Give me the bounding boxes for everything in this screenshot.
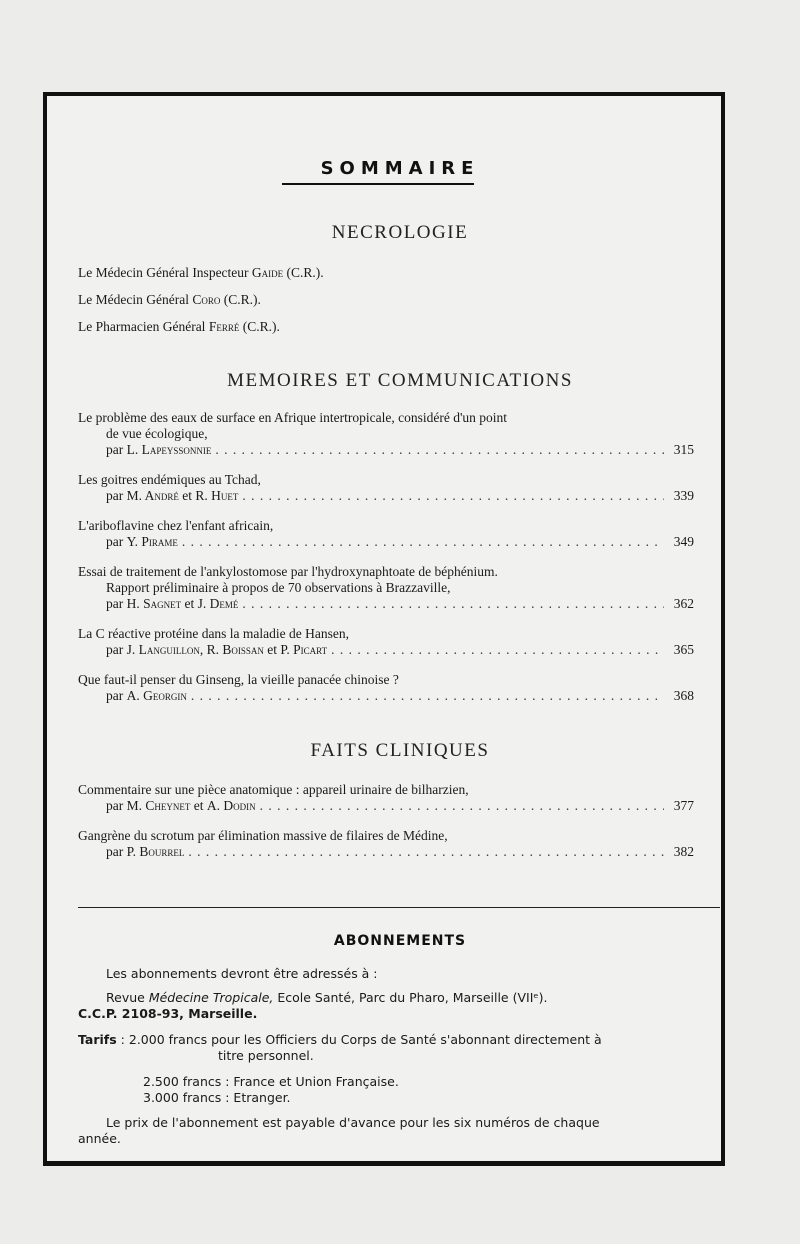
abonnements-heading: ABONNEMENTS: [333, 933, 467, 949]
entry-title: Que faut-il penser du Ginseng, la vieille panacée chinoise ?: [78, 672, 399, 687]
author-name: R. Boissan: [206, 642, 264, 657]
toc-entry: [78, 828, 694, 860]
author-name: P. Picart: [280, 642, 328, 657]
author-name: M. André: [126, 488, 179, 503]
journal-name: Médecine Tropicale,: [148, 990, 274, 1005]
address-rest: Ecole Santé, Parc du Pharo, Marseille (VIIᵉ).: [277, 990, 548, 1005]
entry-authors: [106, 442, 211, 458]
leader-dots: [182, 534, 664, 550]
entry-title-cont: Rapport préliminaire à propos de 70 observations à Brazzaville,: [106, 580, 451, 595]
entry-title: L'ariboflavine chez l'enfant africain,: [78, 518, 274, 533]
page-number: 365: [673, 642, 694, 657]
author-name: H. Sagnet: [126, 596, 182, 611]
section-heading-necrologie: NECROLOGIE: [331, 222, 469, 243]
entry-byline: [78, 488, 694, 504]
par-label: par: [106, 844, 124, 859]
entry-authors: par J. Languillon, R. Boissan et P. Picart: [106, 642, 328, 657]
par-label: par: [106, 642, 124, 657]
author-name: Y. Pirame: [126, 534, 178, 549]
author-name: J. Demé: [197, 596, 239, 611]
leader-dots: [215, 442, 664, 458]
title-underline: [282, 183, 474, 185]
entry-title: Les goitres endémiques au Tchad,: [78, 472, 261, 487]
entry-byline: [78, 798, 694, 814]
toc-entry: [78, 626, 694, 658]
author-name: L. Lapeyssonnie: [126, 442, 212, 457]
entry-title: Essai de traitement de l'ankylostomose par l'hydroxynaphtoate de béphénium.: [78, 564, 498, 579]
entry-byline: [78, 442, 694, 458]
necrologie-name: Ferré: [208, 319, 240, 334]
tarifs-line: [78, 1032, 602, 1047]
section-heading-faits: FAITS CLINIQUES: [310, 740, 490, 761]
necrologie-suffix: (C.R.).: [223, 292, 261, 307]
page-number: 368: [673, 688, 694, 703]
par-label: par: [106, 488, 124, 503]
toc-entry: [78, 672, 694, 704]
toc-entry: [78, 782, 694, 814]
leader-dots: [242, 488, 664, 504]
page-title: SOMMAIRE: [320, 158, 480, 179]
entry-authors: [106, 844, 184, 860]
page-number: 382: [673, 844, 694, 859]
address-prefix: Revue: [106, 990, 145, 1005]
abonnements-note-cont: année.: [78, 1131, 121, 1146]
necrologie-item: [78, 265, 324, 281]
toc-entry: [78, 518, 694, 550]
necrologie-suffix: (C.R.).: [286, 265, 324, 280]
tarif-officiers-cont: titre personnel.: [218, 1048, 314, 1063]
toc-entry: [78, 564, 694, 612]
tarif-france: 2.500 francs : France et Union Française.: [143, 1074, 399, 1089]
page-number: 377: [673, 798, 694, 813]
author-name: M. Cheynet: [126, 798, 191, 813]
necrologie-prefix: Le Pharmacien Général: [78, 319, 206, 334]
author-name: P. Bourrel: [126, 844, 185, 859]
tarifs-label: Tarifs: [78, 1032, 117, 1047]
par-label: par: [106, 442, 124, 457]
entry-title: Le problème des eaux de surface en Afrique intertropicale, considéré d'un point: [78, 410, 508, 425]
tarif-etranger: 3.000 francs : Etranger.: [143, 1090, 291, 1105]
abonnements-ccp: C.C.P. 2108-93, Marseille.: [78, 1006, 258, 1021]
author-name: A. Georgin: [126, 688, 187, 703]
entry-title: La C réactive protéine dans la maladie de Hansen,: [78, 626, 350, 641]
entry-authors: par H. Sagnet et J. Demé: [106, 596, 239, 611]
entry-byline: [78, 844, 694, 860]
page-number: 315: [673, 442, 694, 457]
entry-byline: [78, 642, 694, 658]
leader-dots: [260, 798, 664, 814]
entry-title-cont: de vue écologique,: [106, 426, 208, 441]
necrologie-prefix: Le Médecin Général: [78, 292, 189, 307]
entry-authors: [106, 688, 187, 704]
entry-byline: [78, 596, 694, 612]
par-label: par: [106, 798, 124, 813]
entry-authors: par M. Cheynet et A. Dodin: [106, 798, 256, 813]
leader-dots: [188, 844, 664, 860]
necrologie-suffix: (C.R.).: [242, 319, 280, 334]
leader-dots: [331, 642, 664, 658]
par-label: par: [106, 688, 124, 703]
toc-entry: [78, 410, 694, 458]
page-number: 349: [673, 534, 694, 549]
author-name: J. Languillon: [126, 642, 200, 657]
author-name: R. Huet: [195, 488, 239, 503]
entry-title: Commentaire sur une pièce anatomique : appareil urinaire de bilharzien,: [78, 782, 469, 797]
section-heading-memoires: MEMOIRES ET COMMUNICATIONS: [227, 370, 573, 391]
entry-title: Gangrène du scrotum par élimination massive de filaires de Médine,: [78, 828, 448, 843]
section-divider: [78, 907, 720, 908]
tarifs-separator: :: [120, 1032, 125, 1047]
entry-authors: par M. André et R. Huet: [106, 488, 239, 503]
abonnements-intro: Les abonnements devront être adressés à :: [106, 966, 378, 981]
abonnements-address: [106, 990, 547, 1005]
necrologie-prefix: Le Médecin Général Inspecteur: [78, 265, 249, 280]
page-number: 362: [673, 596, 694, 611]
abonnements-note: Le prix de l'abonnement est payable d'avance pour les six numéros de chaque: [106, 1115, 600, 1130]
necrologie-item: [78, 292, 261, 308]
necrologie-name: Coro: [192, 292, 221, 307]
par-label: par: [106, 534, 124, 549]
page-number: 339: [673, 488, 694, 503]
necrologie-item: [78, 319, 280, 335]
tarif-officiers: 2.000 francs pour les Officiers du Corps de Santé s'abonnant directement à: [128, 1032, 602, 1047]
leader-dots: [191, 688, 664, 704]
author-name: A. Dodin: [206, 798, 256, 813]
entry-byline: [78, 534, 694, 550]
par-label: par: [106, 596, 124, 611]
entry-authors: [106, 534, 178, 550]
necrologie-name: Gaide: [251, 265, 284, 280]
toc-entry: [78, 472, 694, 504]
entry-byline: [78, 688, 694, 704]
leader-dots: [242, 596, 664, 612]
